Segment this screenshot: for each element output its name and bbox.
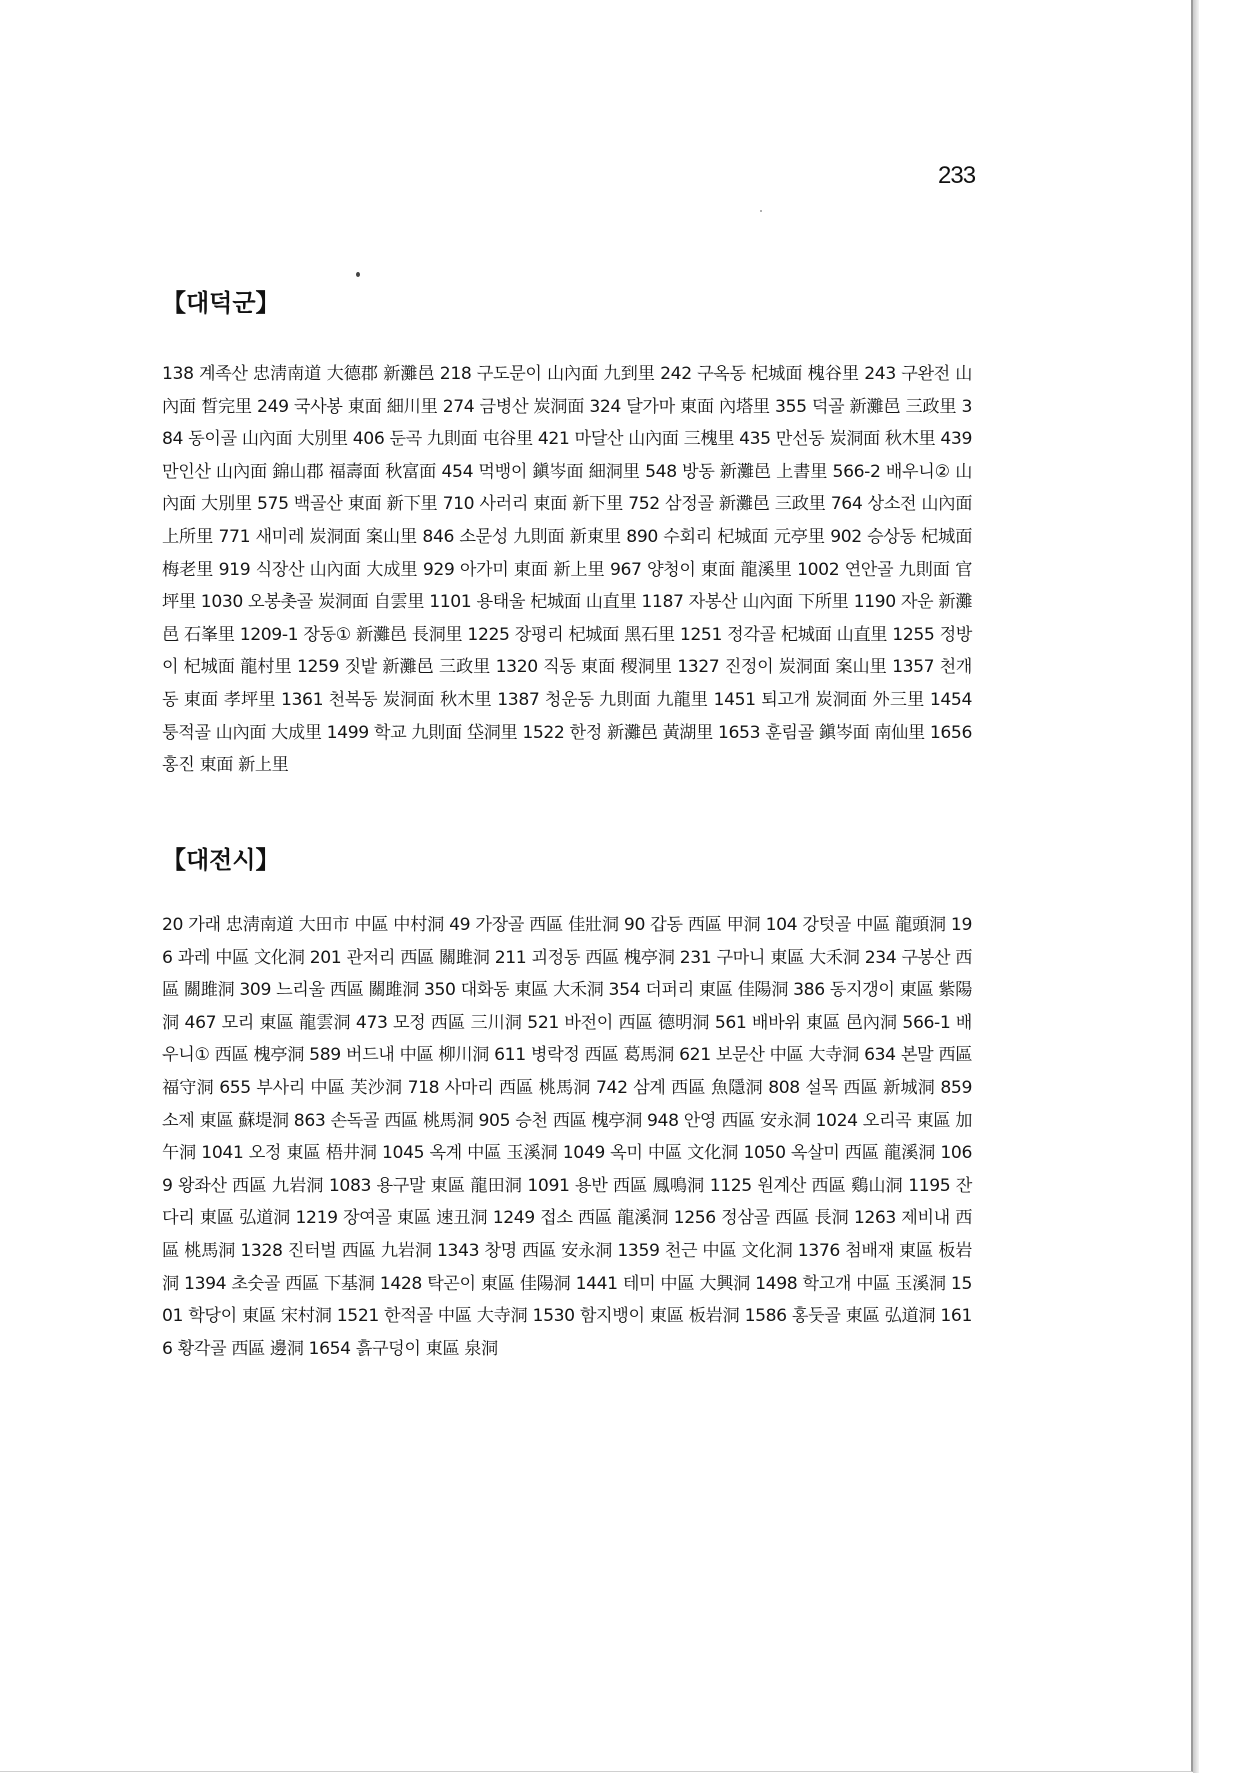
page-number: 233 <box>938 162 976 189</box>
section-body: 20 가래 忠淸南道 大田市 中區 中村洞 49 가장골 西區 佳壯洞 90 갑동 西區 甲洞 104 강텃골 中區 龍頭洞 196 과레 中區 文化洞 201 관저리 西區 關雎洞 211 괴정동 西區 槐亭洞 231 구마니 東區 大禾洞 234 구봉산 西區 關雎洞 309 느리울 西區 關雎洞 350 대화동 東區 大禾洞 354 더퍼리 東區 佳陽洞 386 동지갱이 東區 紫陽洞 467 모리 東區 龍雲洞 473 모정 西區 三川洞 521 바전이 西區 德明洞 561 배바위 東區 邑內洞 566-1 배우니① 西區 槐亭洞 589 버드내 中區 柳川洞 611 병락정 西區 葛馬洞 621 보문산 中區 大寺洞 634 본말 西區 福守洞 655 부사리 中區 芙沙洞 718 사마리 西區 桃馬洞 742 삼계 西區 魚隱洞 808 설목 西區 新城洞 859 소제 東區 蘇堤洞 863 손독골 西區 桃馬洞 905 승천 西區 槐亭洞 948 안영 西區 安永洞 1024 오리곡 東區 加午洞 1041 오정 東區 梧井洞 1045 옥계 中區 玉溪洞 1049 옥미 中區 文化洞 1050 옥살미 西區 龍溪洞 1069 왕좌산 西區 九岩洞 1083 용구말 東區 龍田洞 1091 용반 西區 鳳鳴洞 1125 원계산 西區 鷄山洞 1195 잔다리 東區 弘道洞 1219 장여골 東區 速丑洞 1249 접소 西區 龍溪洞 1256 정삼골 西區 長洞 1263 제비내 西區 桃馬洞 1328 진터벌 西區 九岩洞 1343 창명 西區 安永洞 1359 천근 中區 文化洞 1376 첨배재 東區 板岩洞 1394 초숫골 西區 下基洞 1428 탁곤이 東區 佳陽洞 1441 테미 中區 大興洞 1498 학고개 中區 玉溪洞 1501 학당이 東區 宋村洞 1521 한적골 中區 大寺洞 1530 함지뱅이 東區 板岩洞 1586 홍둣골 東區 弘道洞 1616 황각골 西區 邊洞 1654 흙구덩이 東區 泉洞 <box>162 915 972 1359</box>
section-daejeon <box>162 840 972 1365</box>
section-body: 138 계족산 忠淸南道 大德郡 新灘邑 218 구도문이 山內面 九到里 242 구옥동 杞城面 槐谷里 243 구완전 山內面 晳完里 249 국사봉 東面 細川里 274 금병산 炭洞面 324 달가마 東面 內塔里 355 덕골 新灘邑 三政里 384 동이골 山內面 大別里 406 둔곡 九則面 屯谷里 421 마달산 山內面 三槐里 435 만선동 炭洞面 秋木里 439 만인산 山內面 錦山郡 福壽面 秋富面 454 먹뱅이 鎭岑面 細洞里 548 방동 新灘邑 上書里 566-2 배우니② 山內面 大別里 575 백골산 東面 新下里 710 사러리 東面 新下里 752 삼정골 新灘邑 三政里 764 상소전 山內面 上所里 771 새미레 炭洞面 案山里 846 소문성 九則面 新東里 890 수회리 杞城面 元亭里 902 승상동 杞城面 梅老里 919 식장산 山內面 大成里 929 아가미 東面 新上里 967 양청이 東面 龍溪里 1002 연안골 九則面 官坪里 1030 오봉촛골 炭洞面 自雲里 1101 용태울 杞城面 山直里 1187 자봉산 山內面 下所里 1190 자운 新灘邑 石峯里 1209-1 장동① 新灘邑 長洞里 1225 장평리 杞城面 黑石里 1251 정각골 杞城面 山直里 1255 정방이 杞城面 龍村里 1259 짓밭 新灘邑 三政里 1320 직동 東面 稷洞里 1327 진정이 炭洞面 案山里 1357 천개동 東面 孝坪里 1361 천복동 炭洞面 秋木里 1387 청운동 九則面 九龍里 1451 퇴고개 炭洞面 外三里 1454 퉁적골 山內面 大成里 1499 학교 九則面 垈洞里 1522 한정 新灘邑 黃湖里 1653 훈림골 鎭岑面 南仙里 1656 홍진 東面 新上里 <box>162 364 972 776</box>
page-edge-shadow <box>1193 0 1199 1773</box>
section-heading: 【대전시】 <box>162 846 280 874</box>
scan-speck <box>356 272 360 277</box>
scan-speck <box>760 210 762 212</box>
section-daedeok <box>162 283 972 782</box>
section-heading: 【대덕군】 <box>162 289 280 317</box>
